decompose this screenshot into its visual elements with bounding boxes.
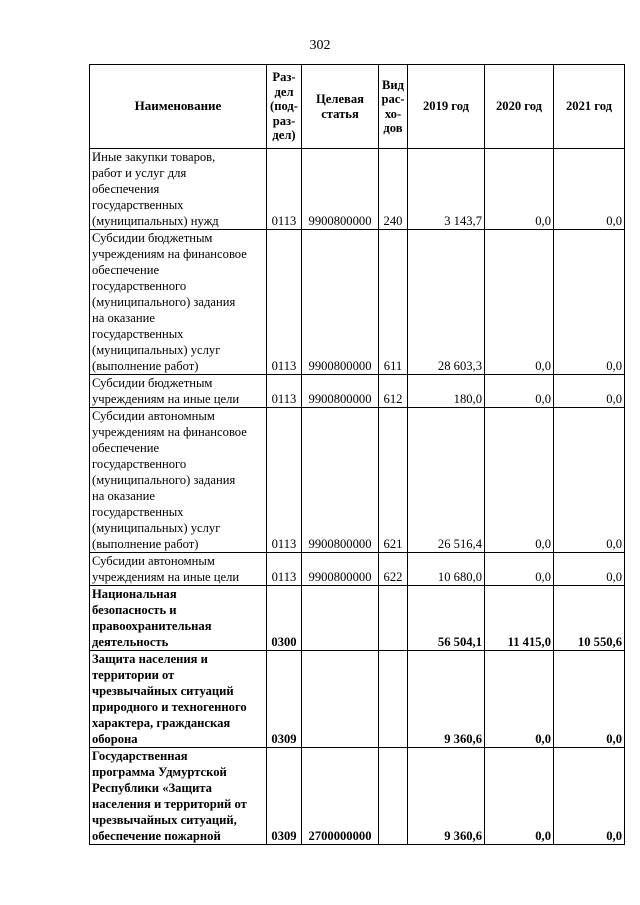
header-2021: 2021 год [554, 65, 625, 149]
row-2019: 28 603,3 [408, 230, 485, 375]
row-name: Государственная программа Удмуртской Республики «Защита населения и территорий от чрезвычайных ситуаций, обеспечение пожарной [90, 748, 267, 845]
header-section: Раз- дел (под- раз- дел) [267, 65, 302, 149]
row-name: Субсидии автономным учреждениям на финансовое обеспечение государственного (муниципального) задания на оказание государственных (муниципальных) услуг (выполнение работ) [90, 408, 267, 553]
row-2021: 10 550,6 [554, 586, 625, 651]
row-2020: 0,0 [485, 553, 554, 586]
table-row [90, 553, 625, 586]
row-target: 9900800000 [302, 230, 379, 375]
table-row [90, 408, 625, 553]
row-2019: 10 680,0 [408, 553, 485, 586]
table-row [90, 149, 625, 230]
row-2021: 0,0 [554, 149, 625, 230]
row-kind: 611 [379, 230, 408, 375]
row-2020: 0,0 [485, 408, 554, 553]
header-name: Наименование [90, 65, 267, 149]
row-section: 0300 [267, 586, 302, 651]
table-row [90, 375, 625, 408]
row-section: 0113 [267, 230, 302, 375]
row-section: 0113 [267, 553, 302, 586]
table-row [90, 586, 625, 651]
header-kind: Вид рас- хо- дов [379, 65, 408, 149]
row-target: 9900800000 [302, 408, 379, 553]
row-target: 9900800000 [302, 375, 379, 408]
header-2020: 2020 год [485, 65, 554, 149]
row-2019: 9 360,6 [408, 651, 485, 748]
row-target: 9900800000 [302, 149, 379, 230]
row-2020: 0,0 [485, 651, 554, 748]
row-2020: 0,0 [485, 149, 554, 230]
row-section: 0309 [267, 651, 302, 748]
row-name: Субсидии бюджетным учреждениям на финансовое обеспечение государственного (муниципального) задания на оказание государственных (муниципальных) услуг (выполнение работ) [90, 230, 267, 375]
row-section: 0113 [267, 408, 302, 553]
row-name: Субсидии автономным учреждениям на иные цели [90, 553, 267, 586]
row-section: 0113 [267, 149, 302, 230]
row-2019: 3 143,7 [408, 149, 485, 230]
row-section: 0113 [267, 375, 302, 408]
table-row [90, 748, 625, 845]
row-kind: 240 [379, 149, 408, 230]
header-row [90, 65, 625, 149]
row-section: 0309 [267, 748, 302, 845]
row-kind: 612 [379, 375, 408, 408]
budget-table [89, 64, 625, 845]
row-target: 2700000000 [302, 748, 379, 845]
row-kind [379, 586, 408, 651]
page-number: 302 [309, 38, 331, 53]
header-2019: 2019 год [408, 65, 485, 149]
row-kind: 622 [379, 553, 408, 586]
table-row [90, 651, 625, 748]
row-target [302, 586, 379, 651]
row-2019: 180,0 [408, 375, 485, 408]
row-2020: 0,0 [485, 230, 554, 375]
row-target [302, 651, 379, 748]
row-2021: 0,0 [554, 553, 625, 586]
row-name: Защита населения и территории от чрезвычайных ситуаций природного и техногенного характера, гражданская оборона [90, 651, 267, 748]
header-target: Целевая статья [302, 65, 379, 149]
row-2021: 0,0 [554, 375, 625, 408]
row-2021: 0,0 [554, 748, 625, 845]
row-2021: 0,0 [554, 408, 625, 553]
row-2020: 11 415,0 [485, 586, 554, 651]
row-kind: 621 [379, 408, 408, 553]
row-2020: 0,0 [485, 748, 554, 845]
row-2019: 9 360,6 [408, 748, 485, 845]
row-kind [379, 748, 408, 845]
row-2021: 0,0 [554, 651, 625, 748]
table-row [90, 230, 625, 375]
row-2020: 0,0 [485, 375, 554, 408]
row-target: 9900800000 [302, 553, 379, 586]
row-2019: 56 504,1 [408, 586, 485, 651]
row-name: Субсидии бюджетным учреждениям на иные цели [90, 375, 267, 408]
row-name: Национальная безопасность и правоохранительная деятельность [90, 586, 267, 651]
row-kind [379, 651, 408, 748]
row-2019: 26 516,4 [408, 408, 485, 553]
row-name: Иные закупки товаров, работ и услуг для обеспечения государственных (муниципальных) нужд [90, 149, 267, 230]
row-2021: 0,0 [554, 230, 625, 375]
